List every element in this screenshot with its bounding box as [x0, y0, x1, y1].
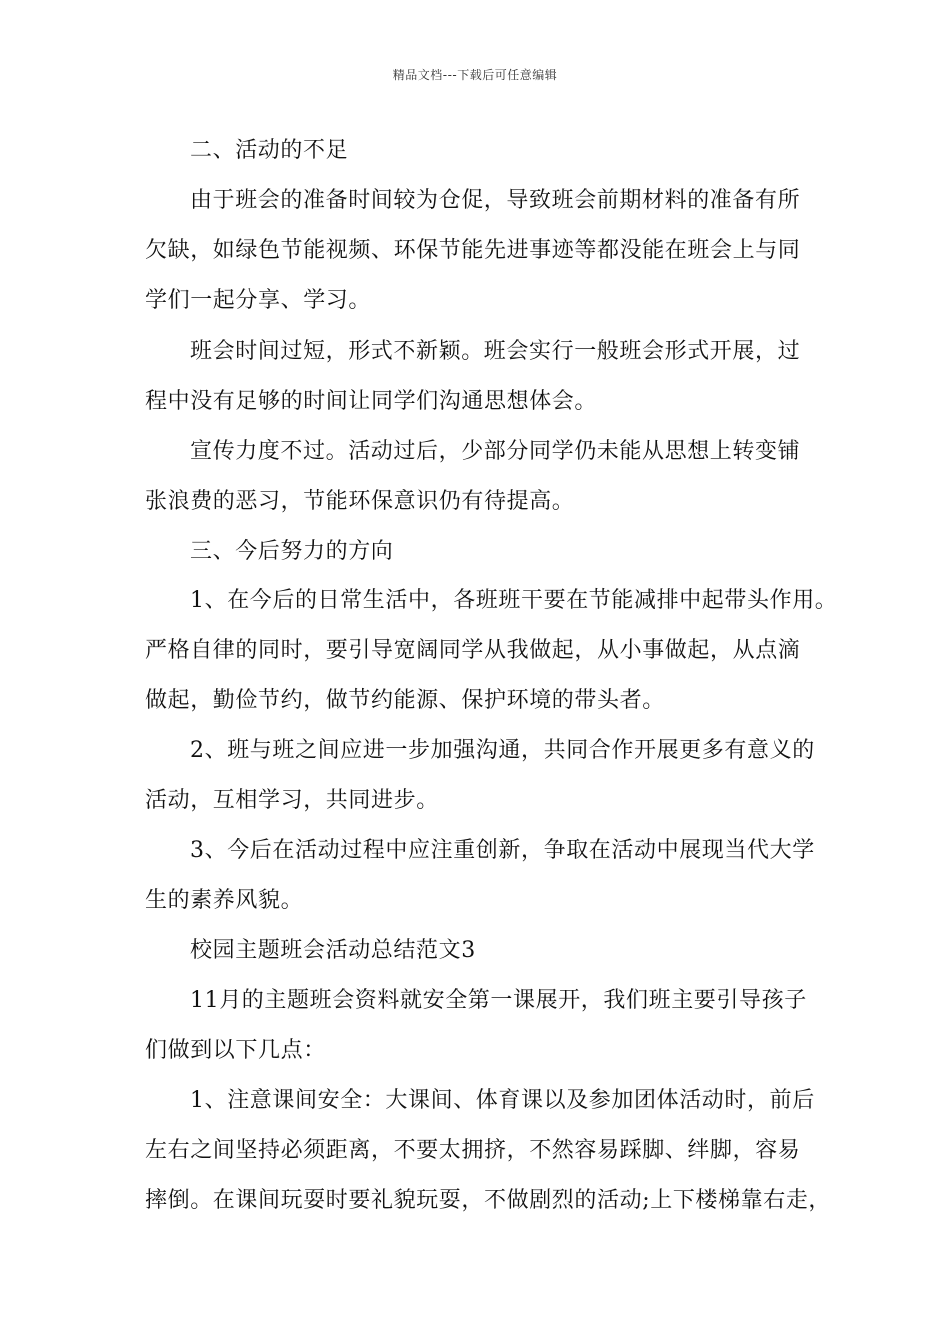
paragraph-line: 1、注意课间安全：大课间、体育课以及参加团体活动时，前后 — [190, 1088, 815, 1113]
paragraph-line: 们做到以下几点： — [145, 1038, 326, 1063]
paragraph-line: 3、今后在活动过程中应注重创新，争取在活动中展现当代大学 — [190, 838, 815, 863]
paragraph-line: 班会时间过短，形式不新颖。班会实行一般班会形式开展，过 — [190, 339, 801, 364]
paragraph-line: 学们一起分享、学习。 — [145, 288, 372, 313]
paragraph-line: 严格自律的同时，要引导宽阔同学从我做起，从小事做起，从点滴 — [145, 638, 801, 663]
section-heading: 二、活动的不足 — [190, 138, 349, 163]
paragraph-line: 11月的主题班会资料就安全第一课展开，我们班主要引导孩子 — [190, 988, 807, 1013]
paragraph-line: 2、班与班之间应进一步加强沟通，共同合作开展更多有意义的 — [190, 738, 815, 763]
page-header: 精品文档---下载后可任意编辑 — [392, 68, 558, 82]
paragraph-line: 欠缺，如绿色节能视频、环保节能先进事迹等都没能在班会上与同 — [145, 238, 801, 263]
paragraph-line: 宣传力度不过。活动过后，少部分同学仍未能从思想上转变铺 — [190, 439, 801, 464]
section-title: 校园主题班会活动总结范文3 — [190, 938, 476, 963]
paragraph-line: 程中没有足够的时间让同学们沟通思想体会。 — [145, 389, 598, 414]
paragraph-line: 1、在今后的日常生活中，各班班干要在节能减排中起带头作用。 — [190, 588, 838, 613]
paragraph-line: 摔倒。在课间玩耍时要礼貌玩耍，不做剧烈的活动;上下楼梯靠右走， — [145, 1188, 832, 1213]
paragraph-line: 活动，互相学习，共同进步。 — [145, 788, 439, 813]
paragraph-line: 左右之间坚持必须距离，不要太拥挤，不然容易踩脚、绊脚，容易 — [145, 1138, 801, 1163]
paragraph-line: 由于班会的准备时间较为仓促，导致班会前期材料的准备有所 — [190, 188, 801, 213]
paragraph-line: 做起，勤俭节约，做节约能源、保护环境的带头者。 — [145, 688, 665, 713]
paragraph-line: 生的素养风貌。 — [145, 888, 304, 913]
paragraph-line: 张浪费的恶习，节能环保意识仍有待提高。 — [145, 489, 575, 514]
section-heading: 三、今后努力的方向 — [190, 539, 394, 564]
